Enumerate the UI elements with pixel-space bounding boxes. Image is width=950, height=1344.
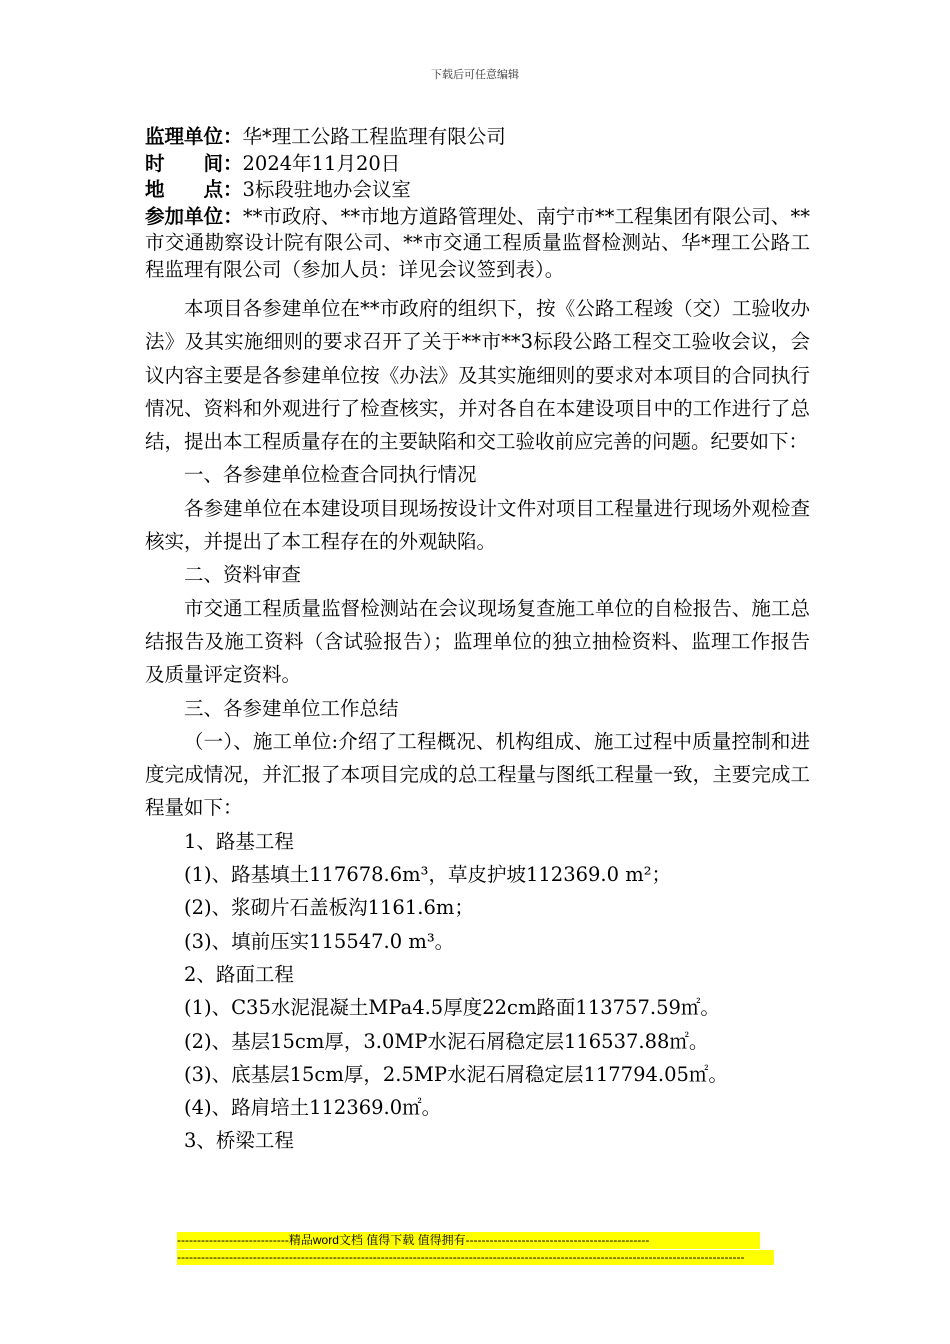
intro-paragraph: 本项目各参建单位在**市政府的组织下，按《公路工程竣（交）工验收办法》及其实施细则的要求召开了关于**市**3标段公路工程交工验收会议，会议内容主要是各参建单位按《办法》及其实施细则的要求对本项目的合同执行情况、资料和外观进行了检查核实，并对各自在本建设项目中的工作进行了总结，提出本工程质量存在的主要缺陷和交工验收前应完善的问题。纪要如下： — [145, 297, 810, 454]
subsection-pavement: 2、路面工程 — [184, 962, 294, 986]
place-value: 3标段驻地办会议室 — [242, 178, 411, 201]
section-heading-3: 三、各参建单位工作总结 — [184, 696, 399, 720]
section-paragraph-1: 各参建单位在本建设项目现场按设计文件对项目工程量进行现场外观检查核实，并提出了本工程存在的外观缺陷。 — [145, 496, 810, 554]
minutes-body — [145, 292, 810, 1158]
time-value: 2024年11月20日 — [242, 151, 401, 175]
supervisor-label: 监理单位： — [145, 125, 243, 148]
pavement-item-2: (2)、基层15cm厚，3.0MP水泥石屑稳定层116537.88㎡。 — [184, 1029, 709, 1053]
roadbed-item-1: (1)、路基填土117678.6m³，草皮护坡112369.0 m²； — [184, 863, 672, 887]
participants-value: **市政府、**市地方道路管理处、南宁市**工程集团有限公司、**市交通勘察设计院有限公司、**市交通工程质量监督检测站、华*理工公路工程监理有限公司（参加人员：详见会议签到表）。 — [145, 204, 810, 281]
place-label: 地 点： — [145, 178, 243, 201]
footer-line-2: ---------------------------------------------------------------------------------------------------------------------------------------------- — [177, 1250, 774, 1265]
pavement-item-3: (3)、底基层15cm厚，2.5MP水泥石屑稳定层117794.05㎡。 — [184, 1062, 728, 1086]
participants-row — [145, 204, 810, 284]
supervisor-row — [145, 124, 810, 151]
subsection-roadbed: 1、路基工程 — [184, 829, 294, 853]
pavement-item-4: (4)、路肩培土112369.0㎡。 — [184, 1096, 442, 1120]
roadbed-item-2: (2)、浆砌片石盖板沟1161.6m； — [184, 896, 474, 920]
meeting-meta — [145, 124, 810, 283]
subsection-bridge: 3、桥梁工程 — [184, 1129, 294, 1153]
section-heading-1: 一、各参建单位检查合同执行情况 — [184, 463, 477, 487]
roadbed-item-3: (3)、填前压实115547.0 m³。 — [184, 929, 455, 953]
time-row — [145, 151, 810, 178]
time-label: 时 间： — [145, 151, 243, 175]
footer-line-1: ----------------------------精品word文档 值得下载 值得拥有---------------------------------------------- — [177, 1232, 760, 1249]
participants-label: 参加单位： — [145, 204, 243, 228]
pavement-item-1: (1)、C35水泥混凝土MPa4.5厚度22cm路面113757.59㎡。 — [184, 996, 720, 1020]
section-paragraph-2: 市交通工程质量监督检测站在会议现场复查施工单位的自检报告、施工总结报告及施工资料（含试验报告）；监理单位的独立抽检资料、监理工作报告及质量评定资料。 — [145, 596, 810, 687]
supervisor-value: 华*理工公路工程监理有限公司 — [242, 125, 506, 148]
section-heading-2: 二、资料审查 — [184, 563, 302, 587]
header-note: 下载后可任意编辑 — [431, 68, 519, 81]
place-row — [145, 177, 810, 204]
section-paragraph-3: （一）、施工单位:介绍了工程概况、机构组成、施工过程中质量控制和进度完成情况，并汇报了本项目完成的总工程量与图纸工程量一致，主要完成工程量如下： — [145, 729, 810, 820]
